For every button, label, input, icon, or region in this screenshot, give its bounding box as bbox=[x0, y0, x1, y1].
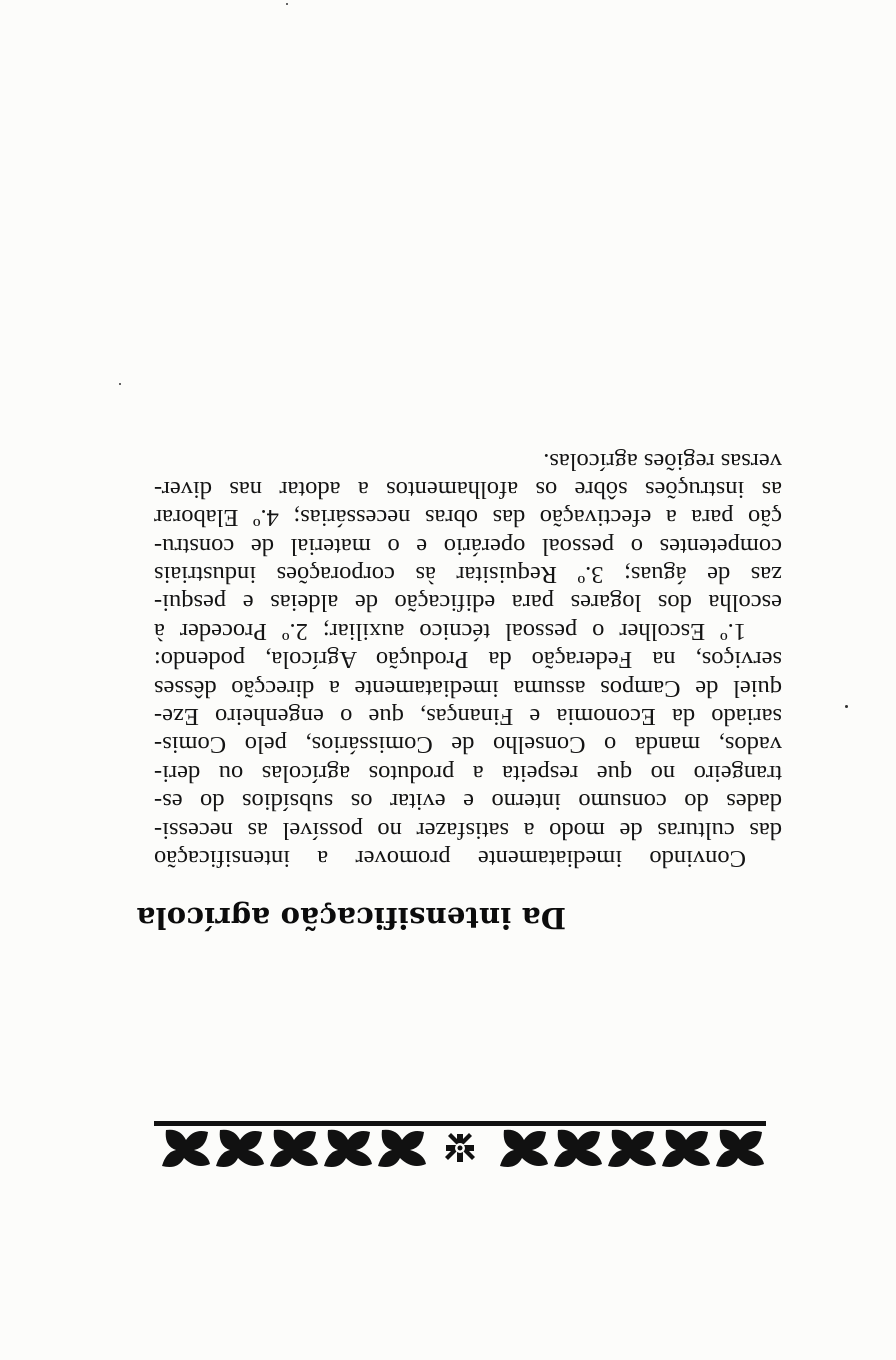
body-line: das culturas de modo a satisfazer no possível as necessi- bbox=[154, 816, 782, 844]
print-speck bbox=[119, 383, 121, 385]
body-line: zas de águas; 3.º Requisitar às corporações industriais bbox=[154, 561, 782, 589]
body-line: as instruções sôbre os afolhamentos a adotar nas diver- bbox=[154, 475, 782, 503]
body-line: 1.º Escolher o pessoal técnico auxiliar; 2.º Proceder à bbox=[154, 617, 746, 645]
body-line: trangeiro no que respeita a produtos agrícolas ou deri- bbox=[154, 759, 782, 787]
body-line: ção para a efectivação das obras necessárias; 4.º Elaborar bbox=[154, 504, 782, 532]
article-body bbox=[154, 446, 782, 872]
print-speck bbox=[845, 705, 848, 708]
body-line: quiel de Campos assuma imediatamente a direcção dêsses bbox=[154, 674, 782, 702]
body-line: Convindo imediatamente promover a intensificação bbox=[154, 845, 746, 872]
body-line: versas regiões agrícolas. bbox=[543, 447, 782, 475]
body-line: competentes o pessoal operário e o material de constru- bbox=[154, 532, 782, 560]
body-line: vados, manda o Conselho de Comissários, pelo Comis- bbox=[154, 731, 782, 759]
article-heading: Da intensificação agrícola bbox=[136, 901, 566, 935]
print-speck bbox=[286, 3, 288, 5]
body-line: sariado da Economia e Finanças, que o engenheiro Eze- bbox=[154, 703, 782, 731]
body-line: dades do consumo interno e evitar os subsídios do es- bbox=[154, 788, 782, 816]
body-line: serviços, na Federação da Produção Agrícola, podendo: bbox=[154, 646, 782, 674]
body-line: escolha dos logares para edificação de aldeias e pesqui- bbox=[154, 589, 782, 617]
ornamental-border bbox=[152, 1118, 768, 1170]
